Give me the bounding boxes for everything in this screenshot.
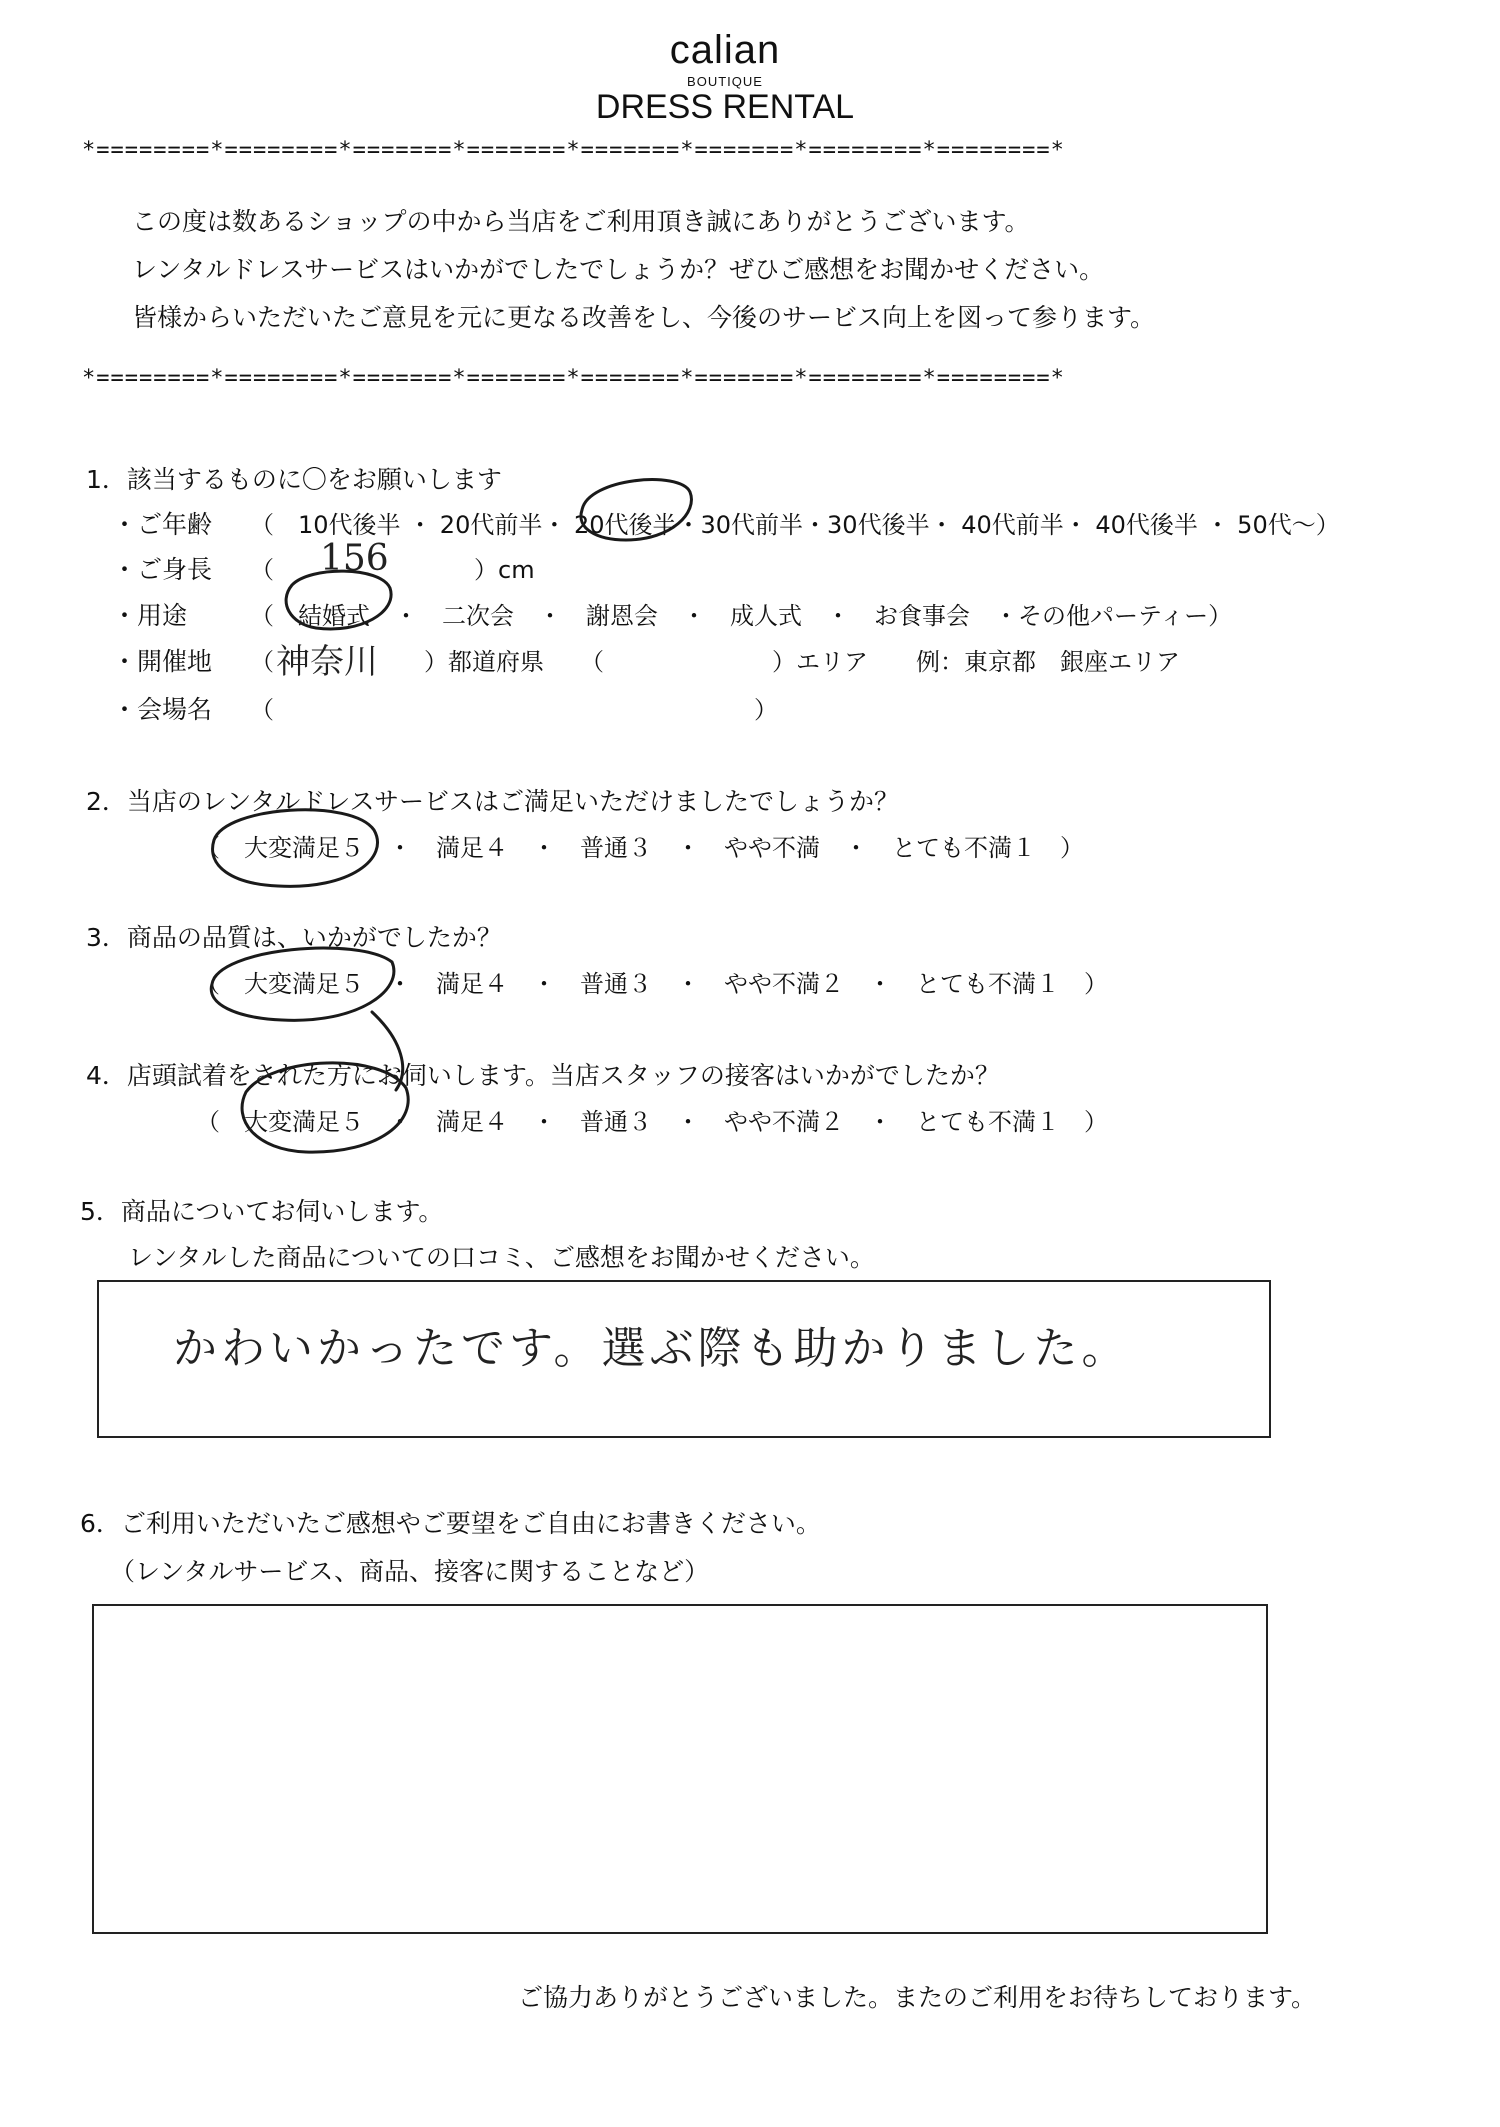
intro-line-1: この度は数あるショップの中から当店をご利用頂き誠にありがとうございます。 [132, 207, 1030, 236]
q2-options[interactable]: （ 大変満足５ ・ 満足４ ・ 普通３ ・ やや不満 ・ とても不満１ ） [196, 834, 1084, 862]
brand-subtitle: BOUTIQUE [687, 74, 763, 89]
q4-title: 4．店頭試着をされた方にお伺いします。当店スタッフの接客はいかがでしたか？ [86, 1061, 1000, 1090]
circle-age-20s-late [581, 480, 691, 540]
q5-answer: かわいかったです。選ぶ際も助かりました。 [173, 1323, 1130, 1374]
hall-field[interactable]: （ ） [250, 696, 778, 724]
age-options[interactable]: （ 10代後半 ・ 20代前半・ 20代後半・30代前半・30代後半・ 40代前半・ 40代後半 ・ 50代～） [250, 511, 1340, 539]
height-unit: ）cm [474, 556, 535, 584]
venue-open: （ [250, 648, 274, 676]
circle-q2-very-satisfied [213, 810, 378, 887]
circle-q3-very-satisfied [211, 948, 394, 1020]
age-label: ・ご年齢 [112, 510, 213, 539]
q4-options[interactable]: （ 大変満足５ ・ 満足４ ・ 普通３ ・ やや不満２ ・ とても不満１ ） [196, 1108, 1108, 1136]
purpose-label: ・用途 [112, 601, 188, 630]
intro-line-2: レンタルドレスサービスはいかがでしたでしょうか？ぜひご感想をお聞かせください。 [132, 255, 1105, 284]
q6-title: 6．ご利用いただいたご感想やご要望をご自由にお書きください。 [80, 1509, 821, 1538]
brand-name: calian [669, 28, 781, 72]
footer-thanks: ご協力ありがとうございました。またのご利用をお待ちしております。 [518, 1983, 1317, 2012]
separator-bottom: *========*========*=======*=======*=======*=======*========*========* [82, 366, 1065, 391]
purpose-options[interactable]: （ 結婚式 ・ 二次会 ・ 謝恩会 ・ 成人式 ・ お食事会 ・その他パーティー） [250, 602, 1233, 630]
separator-top: *========*========*=======*=======*=======*=======*========*========* [82, 138, 1065, 163]
page-title: DRESS RENTAL [595, 88, 855, 126]
height-open: （ [250, 556, 274, 584]
q6-subtitle: （レンタルサービス、商品、接客に関することなど） [110, 1557, 710, 1586]
intro-line-3: 皆様からいただいたご意見を元に更なる改善をし、今後のサービス向上を図って参ります。 [132, 303, 1156, 332]
venue-label: ・開催地 [112, 647, 213, 676]
q3-title: 3．商品の品質は、いかがでしたか？ [86, 923, 502, 952]
height-label: ・ご身長 [112, 555, 213, 584]
venue-value[interactable]: 神奈川 [276, 642, 378, 682]
q2-title: 2．当店のレンタルドレスサービスはご満足いただけましたでしょうか？ [86, 787, 900, 816]
q3-options[interactable]: （ 大変満足５ ・ 満足４ ・ 普通３ ・ やや不満２ ・ とても不満１ ） [196, 970, 1108, 998]
height-value[interactable]: 156 [320, 538, 389, 579]
q5-subtitle: レンタルした商品についての口コミ、ご感想をお聞かせください。 [128, 1243, 875, 1272]
venue-rest: ）都道府県 （ ）エリア 例：東京都 銀座エリア [424, 648, 1180, 676]
q5-title: 5．商品についてお伺いします。 [80, 1197, 444, 1226]
circle-q4-very-satisfied [242, 1063, 408, 1152]
hall-label: ・会場名 [112, 695, 213, 724]
circle-purpose-wedding [286, 571, 391, 629]
q1-title: 1．該当するものに〇をお願いします [86, 465, 502, 494]
